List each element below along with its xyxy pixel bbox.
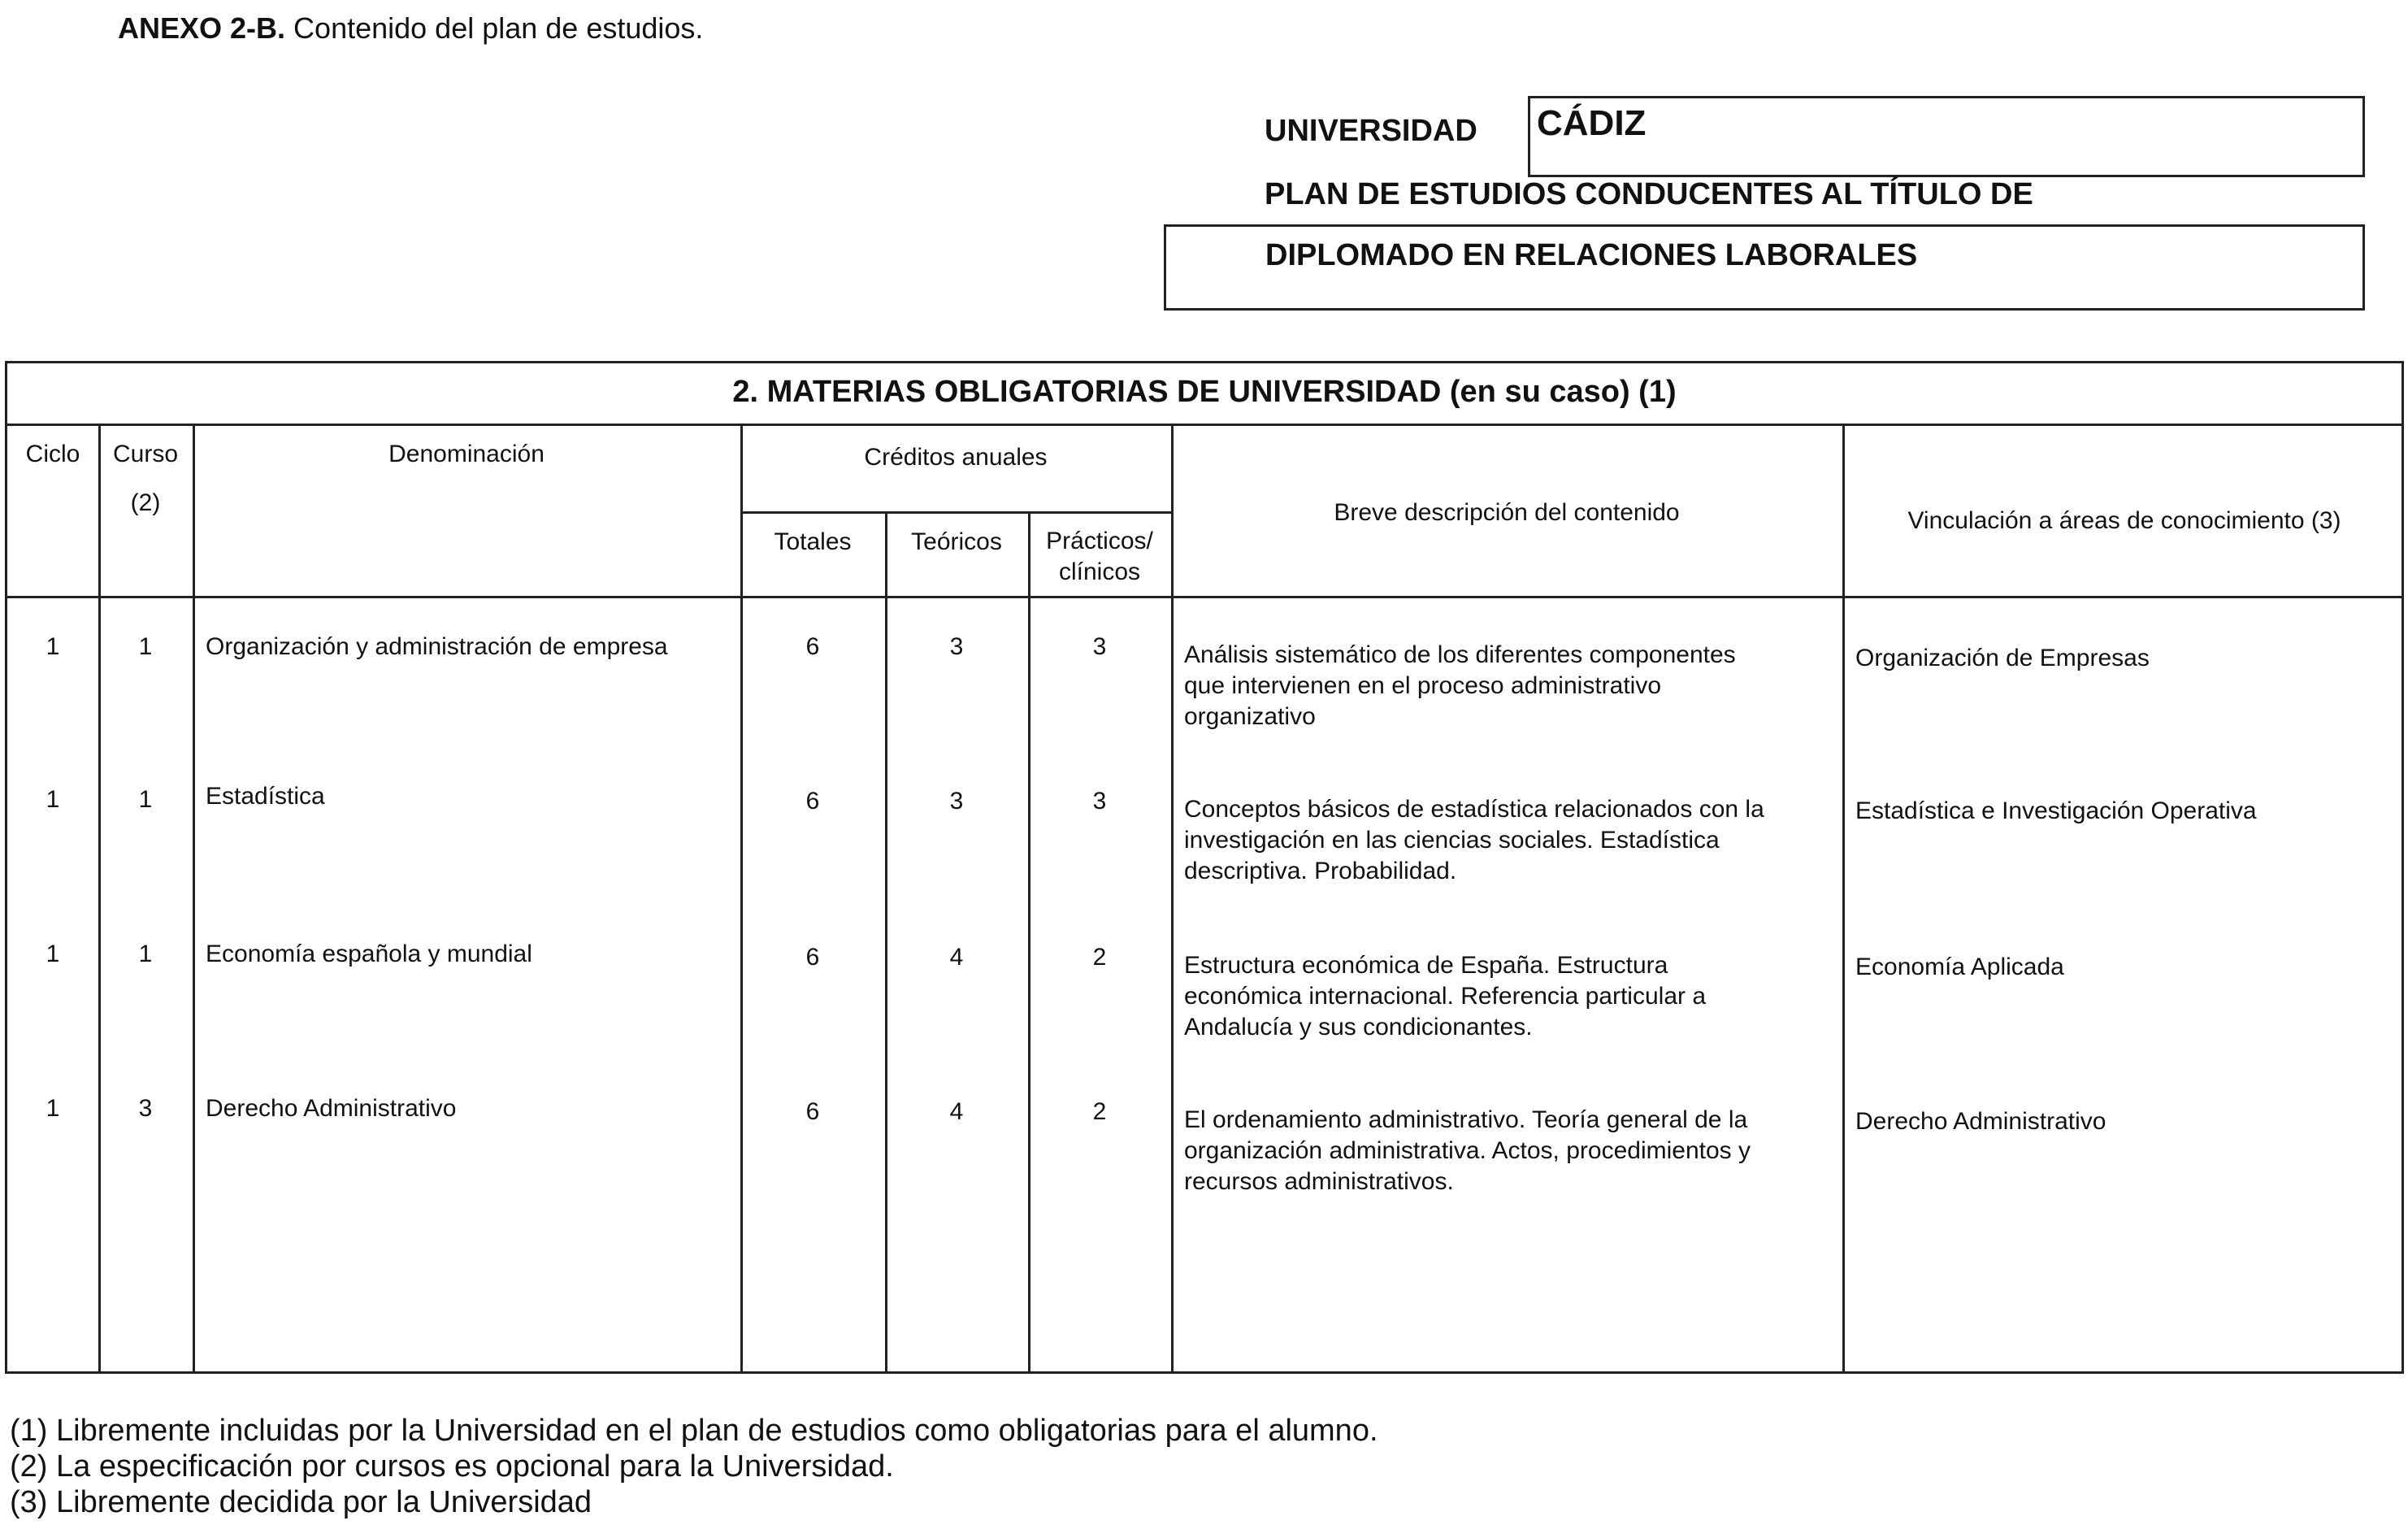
row2-practicos: 3 bbox=[1092, 788, 1107, 815]
annex-heading bbox=[118, 11, 703, 46]
row1-denominacion: Organización y administración de empresa bbox=[206, 633, 668, 660]
row4-denominacion: Derecho Administrativo bbox=[206, 1095, 457, 1122]
credits-subheader-divider bbox=[740, 511, 1171, 514]
col-divider-creditos bbox=[1171, 424, 1174, 1371]
row3-descripcion-line: Estructura económica de España. Estructura bbox=[1184, 952, 1668, 979]
row4-descripcion-line: organización administrativa. Actos, procedimientos y bbox=[1184, 1137, 1751, 1164]
plan-label: PLAN DE ESTUDIOS CONDUCENTES AL TÍTULO DE bbox=[1265, 177, 2033, 211]
row3-descripcion-line: Andalucía y sus condicionantes. bbox=[1184, 1014, 1533, 1041]
footnote-3: (3) Libremente decidida por la Universidad bbox=[10, 1485, 592, 1519]
header-teoricos: Teóricos bbox=[911, 528, 1002, 555]
row1-descripcion-line: Análisis sistemático de los diferentes componentes bbox=[1184, 641, 1736, 668]
header-vinculacion: Vinculación a áreas de conocimiento (3) bbox=[1907, 507, 2341, 534]
subjects-table bbox=[5, 361, 2404, 1374]
row2-descripcion-line: Conceptos básicos de estadística relacionados con la bbox=[1184, 796, 1764, 823]
row4-teoricos: 4 bbox=[949, 1098, 964, 1125]
row4-curso: 3 bbox=[138, 1095, 153, 1122]
header-denominacion: Denominación bbox=[388, 441, 545, 467]
row2-vinculacion: Estadística e Investigación Operativa bbox=[1855, 797, 2257, 824]
row2-descripcion-line: investigación en las ciencias sociales. Estadística bbox=[1184, 827, 1720, 854]
row3-teoricos: 4 bbox=[949, 944, 964, 971]
row2-curso: 1 bbox=[138, 786, 153, 813]
row2-descripcion bbox=[1184, 794, 1764, 887]
header-curso-note: (2) bbox=[130, 489, 161, 516]
row3-denominacion: Economía española y mundial bbox=[206, 941, 532, 967]
header-curso: Curso bbox=[112, 441, 179, 467]
header-ciclo: Ciclo bbox=[25, 441, 80, 467]
header-divider bbox=[7, 596, 2401, 598]
annex-number: ANEXO 2-B. bbox=[118, 11, 286, 45]
row1-vinculacion: Organización de Empresas bbox=[1855, 645, 2150, 671]
header-practicos-line2: clínicos bbox=[1058, 558, 1141, 585]
row4-practicos: 2 bbox=[1092, 1098, 1107, 1125]
col-divider-curso bbox=[193, 424, 195, 1371]
row3-ciclo: 1 bbox=[46, 941, 60, 967]
footnote-2: (2) La especificación por cursos es opcional para la Universidad. bbox=[10, 1449, 894, 1484]
row3-vinculacion: Economía Aplicada bbox=[1855, 954, 2064, 980]
col-divider-denominacion bbox=[740, 424, 743, 1371]
row2-totales: 6 bbox=[805, 788, 820, 815]
degree-box bbox=[1164, 224, 2365, 311]
header-practicos bbox=[1028, 526, 1171, 588]
title-divider bbox=[7, 424, 2401, 426]
row3-descripcion bbox=[1184, 950, 1706, 1043]
table-title: 2. MATERIAS OBLIGATORIAS DE UNIVERSIDAD (en su caso) (1) bbox=[732, 375, 1677, 409]
row1-descripcion bbox=[1184, 640, 1736, 732]
row3-practicos: 2 bbox=[1092, 944, 1107, 971]
row1-descripcion-line: organizativo bbox=[1184, 703, 1316, 730]
row3-descripcion-line: económica internacional. Referencia particular a bbox=[1184, 983, 1707, 1010]
row2-teoricos: 3 bbox=[949, 788, 964, 815]
col-divider-ciclo bbox=[98, 424, 101, 1371]
header-descripcion: Breve descripción del contenido bbox=[1334, 499, 1680, 526]
row4-descripcion bbox=[1184, 1105, 1751, 1197]
header-creditos: Créditos anuales bbox=[864, 444, 1048, 471]
row4-descripcion-line: El ordenamiento administrativo. Teoría general de la bbox=[1184, 1106, 1748, 1133]
university-value: CÁDIZ bbox=[1537, 103, 1647, 143]
row2-descripcion-line: descriptiva. Probabilidad. bbox=[1184, 858, 1457, 884]
row3-totales: 6 bbox=[805, 944, 820, 971]
row4-totales: 6 bbox=[805, 1098, 820, 1125]
header-practicos-line1: Prácticos/ bbox=[1046, 528, 1153, 554]
row2-denominacion: Estadística bbox=[206, 783, 325, 810]
row1-teoricos: 3 bbox=[949, 633, 964, 660]
row1-descripcion-line: que intervienen en el proceso administrativo bbox=[1184, 672, 1662, 699]
university-box bbox=[1528, 96, 2365, 177]
degree-value: DIPLOMADO EN RELACIONES LABORALES bbox=[1265, 238, 1918, 272]
row4-vinculacion: Derecho Administrativo bbox=[1855, 1108, 2106, 1135]
annex-text: Contenido del plan de estudios. bbox=[285, 11, 704, 45]
col-divider-descripcion bbox=[1842, 424, 1845, 1371]
row2-ciclo: 1 bbox=[46, 786, 60, 813]
row1-totales: 6 bbox=[805, 633, 820, 660]
row4-ciclo: 1 bbox=[46, 1095, 60, 1122]
footnote-1: (1) Libremente incluidas por la Universidad en el plan de estudios como obligatorias para el alumno. bbox=[10, 1414, 1378, 1448]
row3-curso: 1 bbox=[138, 941, 153, 967]
row1-curso: 1 bbox=[138, 633, 153, 660]
university-label: UNIVERSIDAD bbox=[1265, 114, 1477, 148]
row1-practicos: 3 bbox=[1092, 633, 1107, 660]
header-totales: Totales bbox=[774, 528, 852, 555]
row4-descripcion-line: recursos administrativos. bbox=[1184, 1168, 1454, 1195]
footnotes bbox=[10, 1413, 1378, 1520]
row1-ciclo: 1 bbox=[46, 633, 60, 660]
